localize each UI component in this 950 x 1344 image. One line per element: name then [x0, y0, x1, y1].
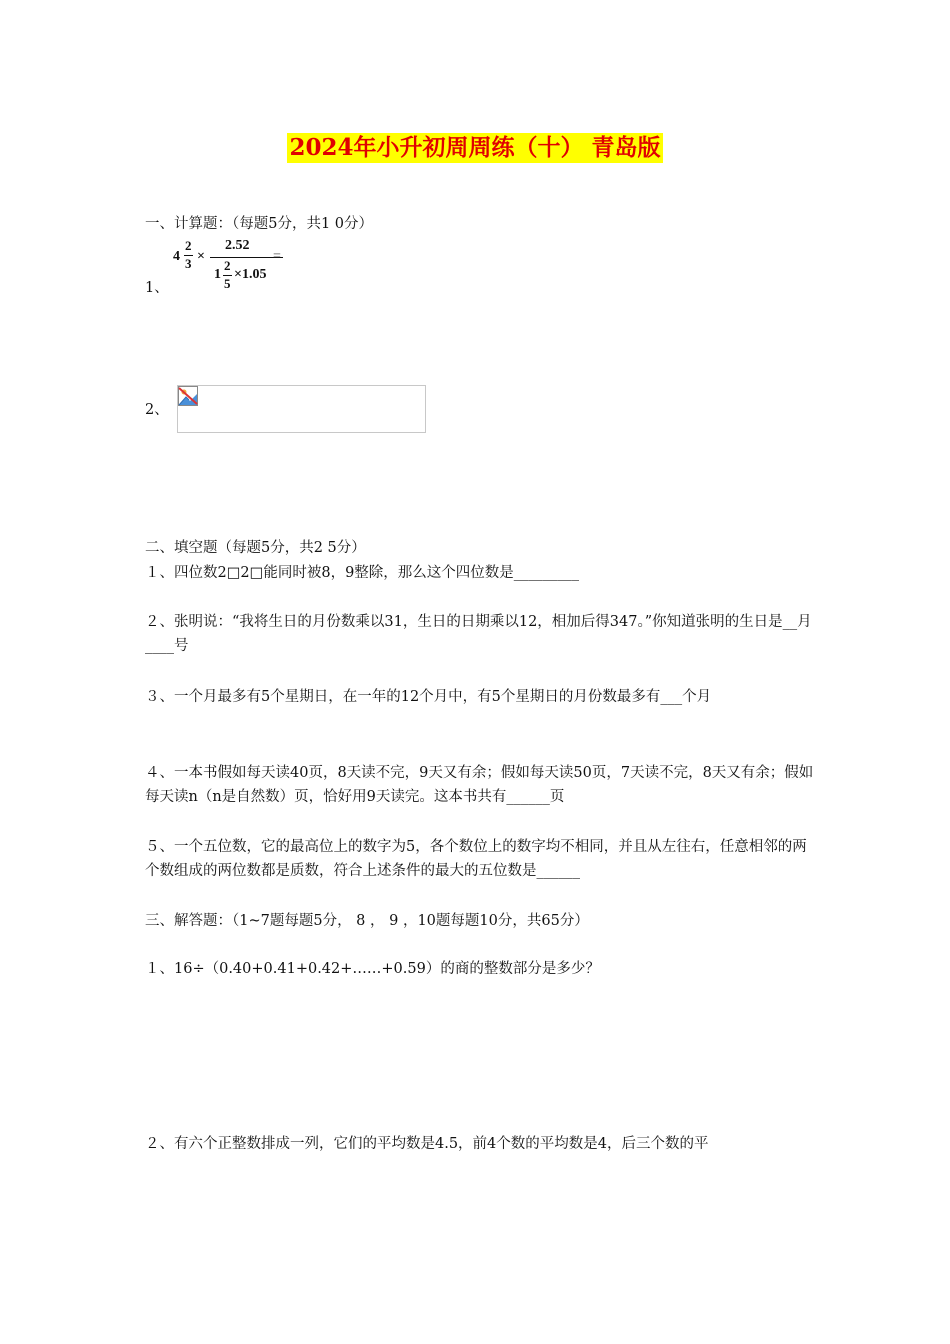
section2-q4: ４、一本书假如每天读40页，8天读不完，9天又有余；假如每天读50页，7天读不完，8天又有余；假如每天读n（n是自然数）页，恰好用9天读完。这本书共有______页: [145, 765, 814, 805]
section1-q2-label: 2、: [145, 402, 169, 418]
expr-times1: ×: [197, 249, 205, 264]
q1-math-expression: [170, 236, 290, 296]
document-title: 2024年小升初周周练（十） 青岛版: [289, 134, 661, 161]
section3-q2: ２、有六个正整数排成一列，它们的平均数是4.5，前4个数的平均数是4，后三个数的平: [145, 1136, 709, 1152]
section2-q3: ３、一个月最多有5个星期日，在一年的12个月中，有5个星期日的月份数最多有___个月: [145, 689, 712, 705]
expr-frac2-num: 2: [224, 258, 231, 273]
expr-frac2-den: 5: [224, 276, 231, 291]
expr-numerator: 2.52: [225, 238, 250, 253]
title-container: [0, 133, 950, 163]
section1-heading: 一、计算题：（每题5分，共1 0分）: [145, 216, 374, 232]
expr-whole: 4: [173, 249, 180, 264]
broken-image-frame: [177, 385, 426, 433]
section2-q2: ２、张明说：“我将生日的月份数乘以31，生日的日期乘以12，相加后得347。”你知道张明的生日是__月____号: [145, 614, 812, 654]
expr-times2: ×1.05: [234, 267, 267, 282]
broken-image-icon: [178, 386, 198, 406]
section1-q1-label: 1、: [145, 280, 169, 296]
expr-den-whole: 1: [214, 267, 221, 282]
section3-heading: 三、解答题：（1~7题每题5分， 8 ， 9 ，10题每题10分，共65分）: [145, 913, 589, 929]
section2-q5: ５、一个五位数，它的最高位上的数字为5，各个数位上的数字均不相同，并且从左往右，任意相邻的两个数组成的两位数都是质数，符合上述条件的最大的五位数是______: [145, 839, 807, 879]
expr-frac1-num: 2: [185, 238, 192, 253]
expr-equals: =: [273, 249, 281, 264]
section2-heading: 二、填空题（每题5分，共2 5分）: [145, 540, 366, 556]
section2-q1: １、四位数2□2□能同时被8，9整除，那么这个四位数是_________: [145, 565, 580, 581]
expr-frac1-den: 3: [185, 256, 192, 271]
section3-q1: １、16÷（0.40+0.41+0.42+……+0.59）的商的整数部分是多少？: [145, 961, 600, 977]
